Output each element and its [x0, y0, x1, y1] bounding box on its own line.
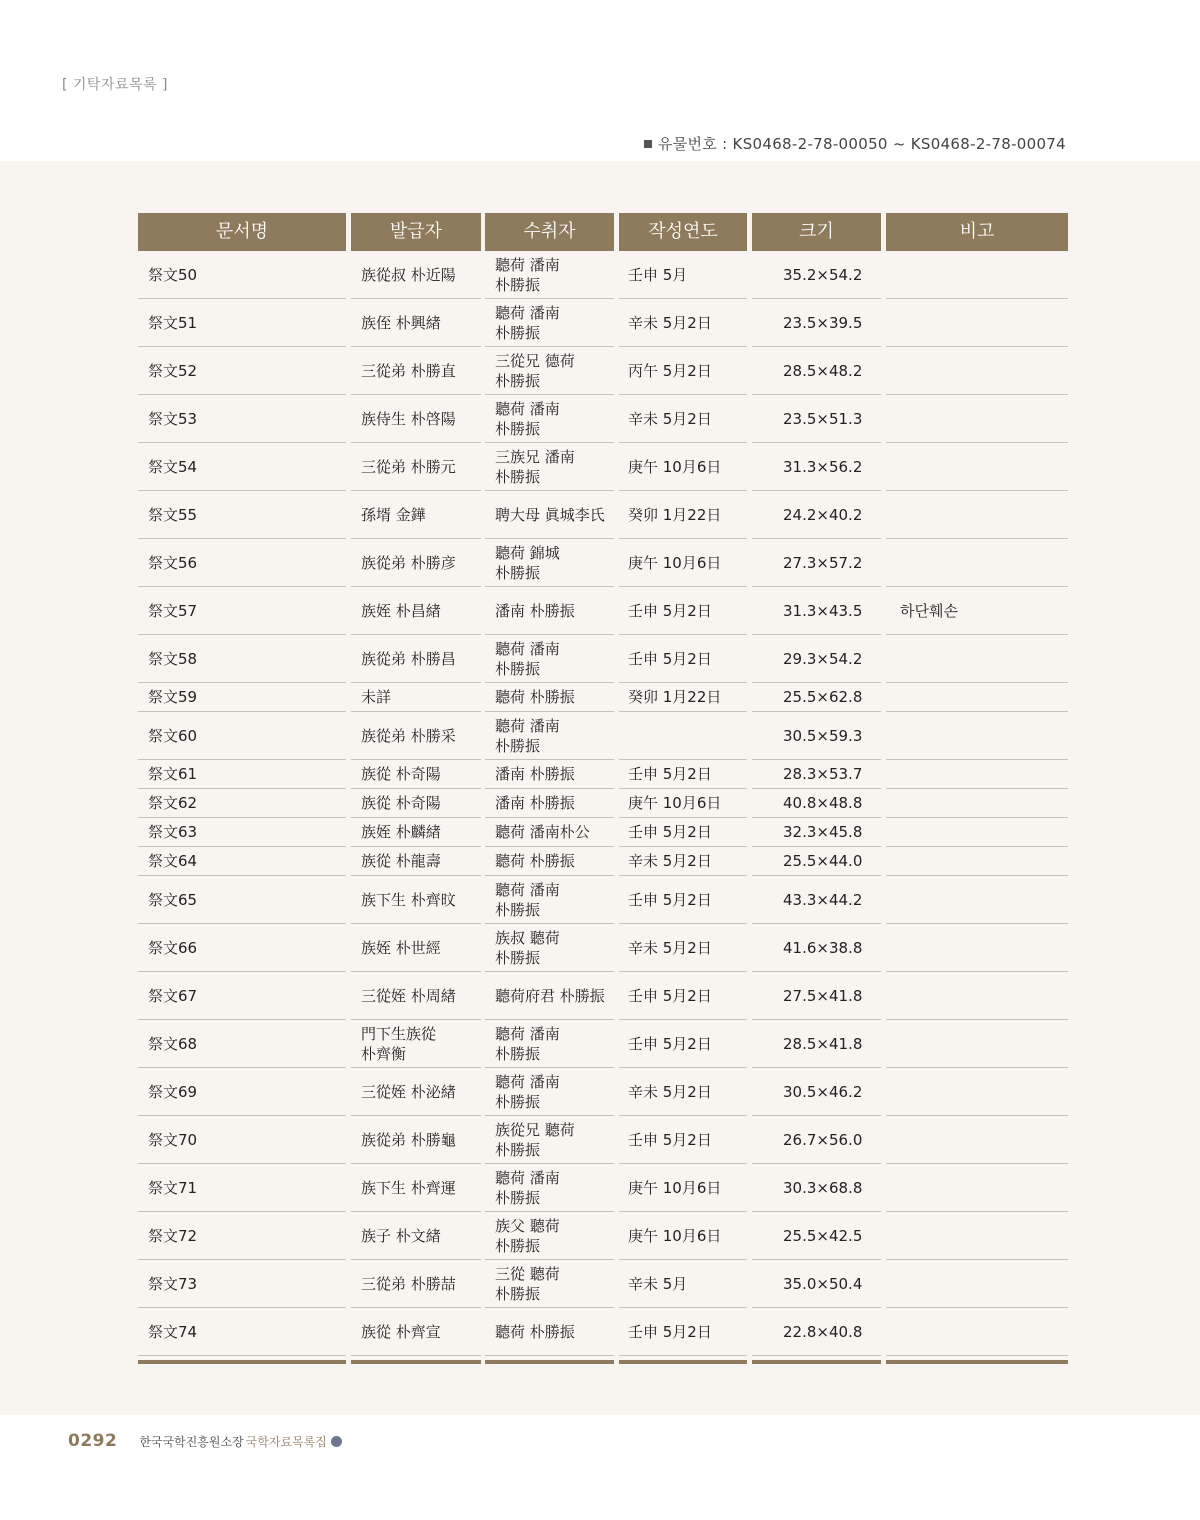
cell-document-name: 祭文71	[138, 1164, 346, 1212]
table-row	[138, 876, 1068, 924]
table-row	[138, 1068, 1068, 1116]
cell-year: 壬申 5月	[619, 251, 747, 299]
column-header-size: 크기	[752, 213, 881, 251]
cell-recipient: 聽荷 潘南 朴勝振	[485, 395, 614, 443]
cell-issuer: 三從弟 朴勝直	[351, 347, 481, 395]
cell-year: 辛未 5月	[619, 1260, 747, 1308]
cell-note	[886, 760, 1068, 789]
cell-recipient: 三族兄 潘南 朴勝振	[485, 443, 614, 491]
cell-note	[886, 491, 1068, 539]
cell-recipient: 聽荷 潘南 朴勝振	[485, 712, 614, 760]
cell-note	[886, 635, 1068, 683]
cell-issuer: 族從 朴齊宣	[351, 1308, 481, 1356]
cell-document-name: 祭文64	[138, 847, 346, 876]
cell-document-name: 祭文57	[138, 587, 346, 635]
cell-recipient: 潘南 朴勝振	[485, 587, 614, 635]
cell-document-name: 祭文61	[138, 760, 346, 789]
page-number: 0292	[68, 1431, 118, 1451]
cell-size: 32.3×45.8	[752, 818, 881, 847]
cell-size: 24.2×40.2	[752, 491, 881, 539]
cell-recipient: 聽荷 潘南 朴勝振	[485, 1020, 614, 1068]
cell-year: 庚午 10月6日	[619, 1212, 747, 1260]
table-row	[138, 972, 1068, 1020]
table-row	[138, 491, 1068, 539]
cell-size: 41.6×38.8	[752, 924, 881, 972]
cell-recipient: 三從兄 德荷 朴勝振	[485, 347, 614, 395]
cell-year: 癸卯 1月22日	[619, 683, 747, 712]
cell-recipient: 聽荷 潘南 朴勝振	[485, 635, 614, 683]
cell-size: 26.7×56.0	[752, 1116, 881, 1164]
cell-issuer: 族子 朴文緖	[351, 1212, 481, 1260]
cell-document-name: 祭文66	[138, 924, 346, 972]
table-row	[138, 539, 1068, 587]
cell-issuer: 族從 朴奇陽	[351, 760, 481, 789]
cell-note	[886, 1116, 1068, 1164]
cell-recipient: 聽荷 潘南 朴勝振	[485, 251, 614, 299]
cell-year: 庚午 10月6日	[619, 1164, 747, 1212]
cell-size: 28.3×53.7	[752, 760, 881, 789]
cell-year: 壬申 5月2日	[619, 1116, 747, 1164]
cell-size: 35.0×50.4	[752, 1260, 881, 1308]
cell-year: 庚午 10月6日	[619, 539, 747, 587]
cell-year: 辛未 5月2日	[619, 395, 747, 443]
cell-note	[886, 395, 1068, 443]
cell-issuer: 族下生 朴齊運	[351, 1164, 481, 1212]
table-row	[138, 1164, 1068, 1212]
cell-size: 35.2×54.2	[752, 251, 881, 299]
cell-note	[886, 1308, 1068, 1356]
cell-recipient: 聽荷 潘南 朴勝振	[485, 299, 614, 347]
cell-issuer: 族從弟 朴勝昌	[351, 635, 481, 683]
table-row	[138, 299, 1068, 347]
cell-size: 27.3×57.2	[752, 539, 881, 587]
column-header-year: 작성연도	[619, 213, 747, 251]
cell-note	[886, 347, 1068, 395]
cell-document-name: 祭文53	[138, 395, 346, 443]
cell-issuer: 族從弟 朴勝彦	[351, 539, 481, 587]
cell-recipient: 族叔 聽荷 朴勝振	[485, 924, 614, 972]
cell-recipient: 聽荷 朴勝振	[485, 847, 614, 876]
cell-note	[886, 683, 1068, 712]
cell-note	[886, 818, 1068, 847]
cell-size: 22.8×40.8	[752, 1308, 881, 1356]
cell-recipient: 聽荷 朴勝振	[485, 1308, 614, 1356]
cell-document-name: 祭文62	[138, 789, 346, 818]
cell-note	[886, 539, 1068, 587]
cell-recipient: 聽荷 錦城 朴勝振	[485, 539, 614, 587]
cell-year: 庚午 10月6日	[619, 443, 747, 491]
cell-year: 壬申 5月2日	[619, 972, 747, 1020]
table-row	[138, 587, 1068, 635]
footer-rule-segment	[619, 1360, 747, 1364]
cell-recipient: 族父 聽荷 朴勝振	[485, 1212, 614, 1260]
cell-size: 30.5×59.3	[752, 712, 881, 760]
table-row	[138, 347, 1068, 395]
cell-size: 30.5×46.2	[752, 1068, 881, 1116]
table-body	[138, 251, 1068, 1356]
cell-issuer: 門下生族從 朴齊衡	[351, 1020, 481, 1068]
cell-document-name: 祭文63	[138, 818, 346, 847]
cell-issuer: 族從叔 朴近陽	[351, 251, 481, 299]
cell-size: 27.5×41.8	[752, 972, 881, 1020]
cell-document-name: 祭文67	[138, 972, 346, 1020]
cell-issuer: 族姪 朴昌緖	[351, 587, 481, 635]
table-row	[138, 1308, 1068, 1356]
cell-recipient: 聽荷 潘南朴公	[485, 818, 614, 847]
cell-size: 29.3×54.2	[752, 635, 881, 683]
cell-year: 癸卯 1月22日	[619, 491, 747, 539]
table-row	[138, 443, 1068, 491]
table-row	[138, 789, 1068, 818]
cell-issuer: 族下生 朴齊旼	[351, 876, 481, 924]
cell-year: 壬申 5月2日	[619, 1020, 747, 1068]
section-label: [ 기탁자료목록 ]	[62, 77, 168, 93]
cell-recipient: 潘南 朴勝振	[485, 760, 614, 789]
cell-issuer: 族從弟 朴勝龜	[351, 1116, 481, 1164]
square-bullet-icon	[644, 140, 652, 148]
table-row	[138, 924, 1068, 972]
column-header-note: 비고	[886, 213, 1068, 251]
cell-issuer: 族從 朴龍壽	[351, 847, 481, 876]
cell-recipient: 聘大母 眞城李氏	[485, 491, 614, 539]
cell-note	[886, 876, 1068, 924]
cell-size: 23.5×39.5	[752, 299, 881, 347]
cell-note	[886, 1212, 1068, 1260]
relic-range-text: 유물번호 : KS0468-2-78-00050 ~ KS0468-2-78-00074	[657, 135, 1066, 153]
cell-recipient: 族從兄 聽荷 朴勝振	[485, 1116, 614, 1164]
column-header-issuer: 발급자	[351, 213, 481, 251]
cell-year: 壬申 5月2日	[619, 587, 747, 635]
cell-note	[886, 847, 1068, 876]
cell-document-name: 祭文54	[138, 443, 346, 491]
cell-note	[886, 1068, 1068, 1116]
table-row	[138, 1212, 1068, 1260]
cell-recipient: 聽荷 朴勝振	[485, 683, 614, 712]
cell-size: 31.3×56.2	[752, 443, 881, 491]
cell-note	[886, 972, 1068, 1020]
column-header-document-name: 문서명	[138, 213, 346, 251]
cell-year: 辛未 5月2日	[619, 847, 747, 876]
cell-size: 25.5×62.8	[752, 683, 881, 712]
cell-recipient: 聽荷 潘南 朴勝振	[485, 1164, 614, 1212]
column-header-recipient: 수취자	[485, 213, 614, 251]
cell-size: 30.3×68.8	[752, 1164, 881, 1212]
cell-note	[886, 443, 1068, 491]
footer-rule-segment	[886, 1360, 1068, 1364]
cell-year: 壬申 5月2日	[619, 876, 747, 924]
footer-rule-segment	[351, 1360, 481, 1364]
cell-year: 壬申 5月2日	[619, 760, 747, 789]
table-row	[138, 635, 1068, 683]
cell-document-name: 祭文70	[138, 1116, 346, 1164]
cell-document-name: 祭文72	[138, 1212, 346, 1260]
cell-year: 辛未 5月2日	[619, 1068, 747, 1116]
catalog-table	[138, 213, 1068, 1364]
cell-recipient: 三從 聽荷 朴勝振	[485, 1260, 614, 1308]
cell-size: 28.5×48.2	[752, 347, 881, 395]
cell-document-name: 祭文73	[138, 1260, 346, 1308]
cell-year: 壬申 5月2日	[619, 818, 747, 847]
cell-size: 43.3×44.2	[752, 876, 881, 924]
cell-size: 23.5×51.3	[752, 395, 881, 443]
cell-note	[886, 1164, 1068, 1212]
cell-issuer: 族姪 朴麟緖	[351, 818, 481, 847]
table-row	[138, 847, 1068, 876]
footer-title: 한국국학진흥원소장	[139, 1434, 244, 1449]
cell-issuer: 未詳	[351, 683, 481, 712]
table-header	[138, 213, 1068, 251]
cell-issuer: 族侄 朴興緖	[351, 299, 481, 347]
cell-recipient: 潘南 朴勝振	[485, 789, 614, 818]
footer-rule-segment	[485, 1360, 614, 1364]
table-row	[138, 1020, 1068, 1068]
cell-issuer: 三從弟 朴勝元	[351, 443, 481, 491]
cell-document-name: 祭文58	[138, 635, 346, 683]
cell-issuer: 族姪 朴世經	[351, 924, 481, 972]
cell-issuer: 族侍生 朴啓陽	[351, 395, 481, 443]
cell-size: 25.5×44.0	[752, 847, 881, 876]
cell-note	[886, 1020, 1068, 1068]
cell-note	[886, 924, 1068, 972]
cell-issuer: 族從 朴奇陽	[351, 789, 481, 818]
cell-document-name: 祭文55	[138, 491, 346, 539]
table-row	[138, 1260, 1068, 1308]
table-row	[138, 712, 1068, 760]
cell-year: 辛未 5月2日	[619, 299, 747, 347]
page-footer	[68, 1431, 342, 1451]
cell-issuer: 三從姪 朴泌緖	[351, 1068, 481, 1116]
cell-year: 庚午 10月6日	[619, 789, 747, 818]
cell-issuer: 族從弟 朴勝采	[351, 712, 481, 760]
table-row	[138, 1116, 1068, 1164]
table-row	[138, 251, 1068, 299]
table-row	[138, 760, 1068, 789]
cell-year: 壬申 5月2日	[619, 635, 747, 683]
cell-document-name: 祭文52	[138, 347, 346, 395]
cell-note	[886, 712, 1068, 760]
footer-rule-segment	[138, 1360, 346, 1364]
cell-document-name: 祭文65	[138, 876, 346, 924]
cell-note	[886, 251, 1068, 299]
cell-recipient: 聽荷 潘南 朴勝振	[485, 876, 614, 924]
cell-issuer: 孫壻 金鏵	[351, 491, 481, 539]
cell-document-name: 祭文51	[138, 299, 346, 347]
cell-document-name: 祭文68	[138, 1020, 346, 1068]
footer-subtitle: 국학자료목록집	[245, 1434, 327, 1449]
cell-document-name: 祭文60	[138, 712, 346, 760]
cell-document-name: 祭文50	[138, 251, 346, 299]
cell-size: 28.5×41.8	[752, 1020, 881, 1068]
cell-note: 하단훼손	[886, 587, 1068, 635]
cell-document-name: 祭文59	[138, 683, 346, 712]
table-row	[138, 683, 1068, 712]
cell-recipient: 聽荷府君 朴勝振	[485, 972, 614, 1020]
cell-year	[619, 712, 747, 760]
cell-year: 丙午 5月2日	[619, 347, 747, 395]
table-row	[138, 395, 1068, 443]
cell-document-name: 祭文69	[138, 1068, 346, 1116]
cell-note	[886, 789, 1068, 818]
cell-size: 40.8×48.8	[752, 789, 881, 818]
relic-range	[644, 133, 1066, 154]
cell-document-name: 祭文74	[138, 1308, 346, 1356]
cell-issuer: 三從姪 朴周緖	[351, 972, 481, 1020]
cell-year: 壬申 5月2日	[619, 1308, 747, 1356]
cell-note	[886, 299, 1068, 347]
cell-document-name: 祭文56	[138, 539, 346, 587]
circle-icon	[331, 1436, 342, 1447]
cell-year: 辛未 5月2日	[619, 924, 747, 972]
cell-recipient: 聽荷 潘南 朴勝振	[485, 1068, 614, 1116]
cell-size: 31.3×43.5	[752, 587, 881, 635]
cell-note	[886, 1260, 1068, 1308]
cell-issuer: 三從弟 朴勝喆	[351, 1260, 481, 1308]
footer-rule-segment	[752, 1360, 881, 1364]
cell-size: 25.5×42.5	[752, 1212, 881, 1260]
table-footer-rule	[138, 1360, 1068, 1364]
table-row	[138, 818, 1068, 847]
